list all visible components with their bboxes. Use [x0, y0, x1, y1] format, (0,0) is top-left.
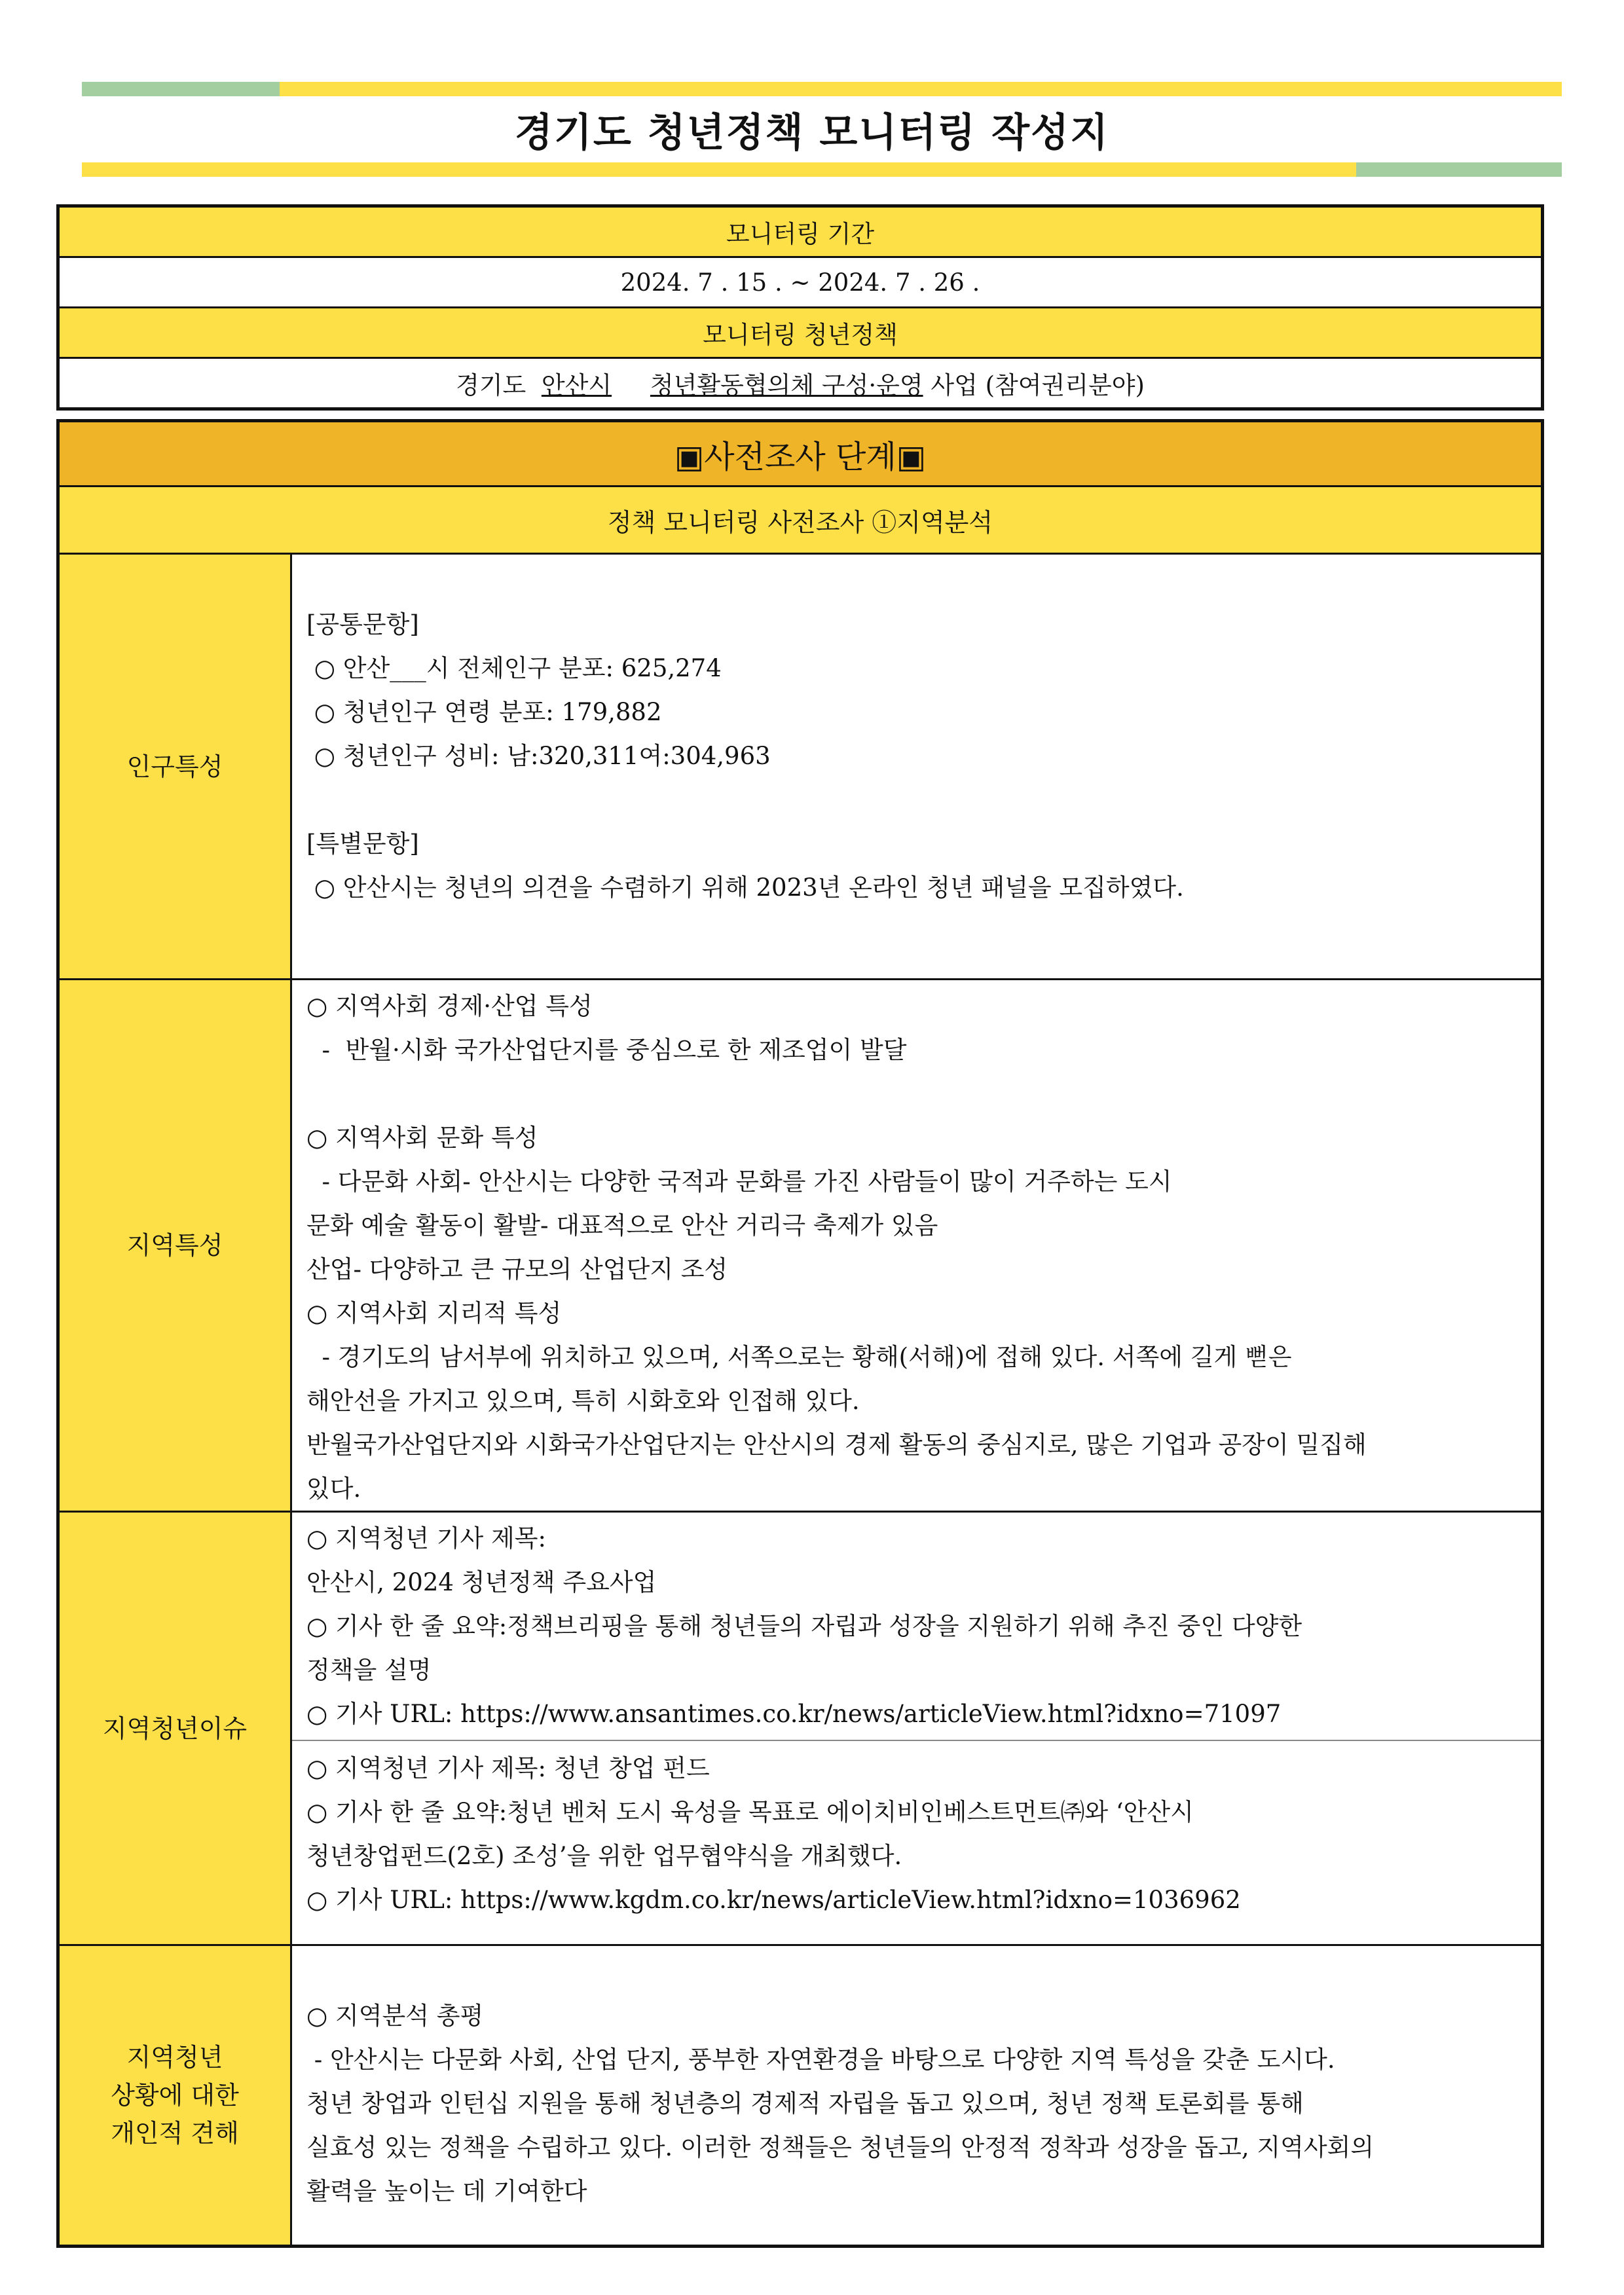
- text-line: - 경기도의 남서부에 위치하고 있으며, 서쪽으로는 황해(서해)에 접해 있다. 서쪽에 길게 뻗은: [306, 1343, 1292, 1371]
- issues-article-2: [292, 1740, 1541, 1922]
- text-line: - 안산시는 다문화 사회, 산업 단지, 풍부한 자연환경을 바탕으로 다양한 지역 특성을 갖춘 도시다.: [306, 2046, 1335, 2074]
- period-value: 2024. 7 . 15 . ~ 2024. 7 . 26 .: [58, 257, 1543, 308]
- monitoring-info-table: [56, 204, 1544, 411]
- text-line: ○ 기사 한 줄 요약:청년 벤처 도시 육성을 목표로 에이치비인베스트먼트㈜와 ‘안산시: [306, 1798, 1194, 1826]
- text-line: - 반월·시화 국가산업단지를 중심으로 한 제조업이 발달: [306, 1036, 907, 1064]
- text-line: - 다문화 사회- 안산시는 다양한 국적과 문화를 가진 사람들이 많이 거주하는 도시: [306, 1167, 1172, 1196]
- text-line: [306, 1950, 1526, 1994]
- issues-content: [291, 1512, 1543, 1945]
- policy-label: 모니터링 청년정책: [58, 308, 1543, 358]
- opinion-lines: [306, 1950, 1526, 2213]
- top-bar-yellow: [280, 82, 1562, 96]
- text-line: 지역청년: [126, 2043, 223, 2072]
- text-line: ○ 지역사회 문화 특성: [306, 1124, 538, 1152]
- policy-value: [58, 358, 1543, 409]
- text-line: 산업- 다양하고 큰 규모의 산업단지 조성: [306, 1255, 728, 1283]
- region-content: [291, 980, 1543, 1512]
- text-line: 상황에 대한: [111, 2081, 239, 2110]
- text-line: ○ 기사 URL: https://www.kgdm.co.kr/news/articleView.html?idxno=1036962: [306, 1886, 1241, 1914]
- region-label: 지역특성: [58, 980, 291, 1512]
- population-content: [291, 554, 1543, 980]
- policy-city: 안산시: [541, 371, 612, 399]
- text-line: 청년 창업과 인턴십 지원을 통해 청년층의 경제적 자립을 돕고 있으며, 청년 정책 토론회를 통해: [306, 2089, 1304, 2118]
- text-line: ○ 기사 URL: https://www.ansantimes.co.kr/news/articleView.html?idxno=71097: [306, 1700, 1282, 1728]
- text-line: 반월국가산업단지와 시화국가산업단지는 안산시의 경제 활동의 중심지로, 많은 기업과 공장이 밀집해: [306, 1431, 1367, 1459]
- population-label: 인구특성: [58, 554, 291, 980]
- pre-survey-table: [56, 419, 1544, 2248]
- bottom-bar-green: [1356, 162, 1562, 177]
- region-lines: [306, 984, 1526, 1511]
- issues-article-1: [306, 1516, 1526, 1736]
- text-line: [306, 778, 1526, 822]
- text-line: ○ 지역사회 경제·산업 특성: [306, 992, 593, 1020]
- text-line: 안산시, 2024 청년정책 주요사업: [306, 1568, 657, 1596]
- text-line: 개인적 견해: [111, 2119, 239, 2148]
- text-line: 실효성 있는 정책을 수립하고 있다. 이러한 정책들은 청년들의 안정적 정착과 성장을 돕고, 지역사회의: [306, 2133, 1375, 2161]
- text-line: 활력을 높이는 데 기여한다: [306, 2177, 587, 2205]
- text-line: 해안선을 가지고 있으며, 특히 시화호와 인접해 있다.: [306, 1387, 860, 1415]
- text-line: [특별문항]: [306, 830, 419, 858]
- period-label: 모니터링 기간: [58, 206, 1543, 257]
- text-line: ○ 기사 한 줄 요약:정책브리핑을 통해 청년들의 자립과 성장을 지원하기 위해 추진 중인 다양한: [306, 1612, 1302, 1640]
- text-line: ○ 지역사회 지리적 특성: [306, 1299, 562, 1327]
- opinion-label: [58, 1945, 291, 2247]
- text-line: [306, 559, 1526, 602]
- opinion-content: [291, 1945, 1543, 2247]
- text-line: 문화 예술 활동이 활발- 대표적으로 안산 거리극 축제가 있음: [306, 1211, 938, 1239]
- text-line: 청년창업펀드(2호) 조성’을 위한 업무협약식을 개최했다.: [306, 1842, 902, 1870]
- text-line: ○ 청년인구 연령 분포: 179,882: [306, 698, 662, 726]
- issues-label: 지역청년이슈: [58, 1512, 291, 1945]
- survey-subtitle: 정책 모니터링 사전조사 ①지역분석: [58, 487, 1543, 554]
- text-line: 있다.: [306, 1475, 361, 1503]
- text-line: ○ 지역청년 기사 제목: 청년 창업 펀드: [306, 1754, 710, 1782]
- policy-name: 청년활동협의체 구성·운영: [650, 371, 923, 399]
- page-title: 경기도 청년정책 모니터링 작성지: [514, 110, 1110, 156]
- text-line: [공통문항]: [306, 610, 419, 638]
- stage-title: ▣사전조사 단계▣: [58, 421, 1543, 487]
- text-line: ○ 안산시는 청년의 의견을 수렴하기 위해 2023년 온라인 청년 패널을 모집하였다.: [306, 873, 1184, 902]
- policy-prefix: 경기도: [456, 371, 534, 399]
- text-line: [306, 1072, 1526, 1116]
- population-lines: [306, 559, 1526, 909]
- text-line: ○ 청년인구 성비: 남:320,311여:304,963: [306, 742, 771, 770]
- top-bar-green: [82, 82, 280, 96]
- text-line: ○ 안산___시 전체인구 분포: 625,274: [306, 654, 722, 682]
- text-line: ○ 지역청년 기사 제목:: [306, 1524, 546, 1552]
- policy-suffix: 사업 (참여권리분야): [923, 371, 1145, 399]
- opinion-label-lines: [60, 2038, 290, 2152]
- text-line: ○ 지역분석 총평: [306, 2002, 484, 2030]
- text-line: 정책을 설명: [306, 1656, 432, 1684]
- bottom-bar-yellow: [82, 162, 1356, 177]
